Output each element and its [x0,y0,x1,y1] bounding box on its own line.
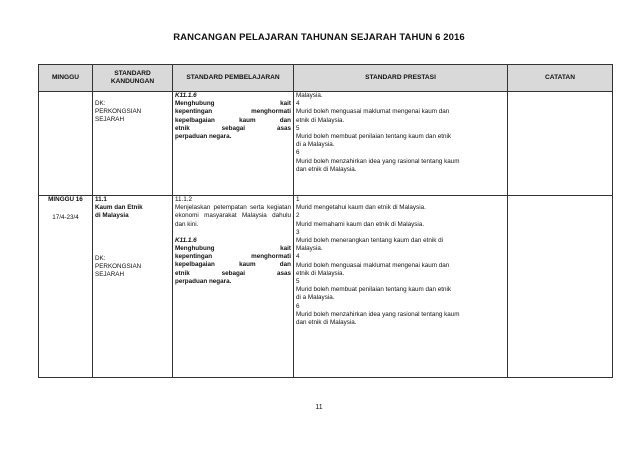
row2-minggu-cell [39,196,93,378]
header-standard-kandungan: STANDARD KANDUNGAN [93,65,173,92]
row2-prestasi-text: 1 Murid mengetahui kaum dan etnik di Malaysia. 2 Murid memahami kaum dan etnik di Malaysia. 3 Murid boleh menerangkan tentang kaum dan etnik di Malaysia. 4 Murid boleh menguasai maklumat mengenai kaum dan etnik di Malaysia. 5 Murid boleh membuat penilaian tentang kaum dan etnik di a Malaysia. 6 Murid boleh menzahirkan idea yang rasional tentang kaum dan etnik di Malaysia. [296,196,460,327]
row2-kandungan-code: 11.1 [95,196,107,203]
row2-pembelajaran-last: perpaduan negara. [175,277,232,285]
row1-prestasi-cell [294,92,508,196]
row2-pembelajaran-line-1: Menghubung kait [175,245,291,253]
row2-minggu-dates: 17/4-23/4 [52,214,79,222]
row2-prestasi-cell [294,196,508,378]
row1-pembelajaran-line-4: etnik sebagai asas [175,124,291,132]
row1-pembelajaran-line-1: Menghubung kait [175,100,291,108]
table-row [39,196,613,378]
row2-pembelajaran-cell [173,196,294,378]
row2-pembelajaran-text-2 [175,245,291,286]
header-standard-pembelajaran: STANDARD PEMBELAJARAN [173,65,294,92]
row2-pembelajaran-code-1: 11.1.2 [175,196,193,203]
row2-pembelajaran-code-2: K11.1.6 [175,236,197,244]
row2-minggu-week: MINGGU 16 [48,196,83,203]
row2-kandungan-dk: DK: PERKONGSIAN SEJARAH [95,254,142,279]
row1-pembelajaran-code: K11.1.6 [175,92,197,99]
row2-pembelajaran-text-1: Menjelaskan petempatan serta kegiatan ekonomi masyarakat Malaysia dahulu dan kini. [175,204,291,228]
row2-kandungan-title-line-2: di Malaysia [95,212,129,220]
row1-pembelajaran-cell [173,92,294,196]
lesson-plan-table [38,64,613,378]
row1-kandungan-dk: DK: PERKONGSIAN SEJARAH [95,100,142,124]
header-standard-prestasi: STANDARD PRESTASI [294,65,508,92]
row1-catatan-cell [508,92,613,196]
page-number: 11 [315,404,323,411]
table-row [39,92,613,196]
row1-pembelajaran-text [175,100,291,141]
row1-pembelajaran-last: perpaduan negara. [175,133,232,141]
row1-pembelajaran-line-3: kepelbagaian kaum dan [175,116,291,124]
row2-kandungan-cell [93,196,173,378]
row1-pembelajaran-line-2: kepentingan menghormati [175,108,291,116]
document-title: RANCANGAN PELAJARAN TAHUNAN SEJARAH TAHUN 6 2016 [173,32,465,43]
header-catatan: CATATAN [508,65,613,92]
header-minggu: MINGGU [39,65,93,92]
row1-prestasi-text: Malaysia. 4 Murid boleh menguasai maklumat mengenai kaum dan etnik di Malaysia. 5 Murid boleh membuat penilaian tentang kaum dan etnik di a Malaysia. 6 Murid boleh menzahirkan idea yang rasional tentang kaum dan etnik di Malaysia. [296,92,460,173]
row2-pembelajaran-line-4: etnik sebagai asas [175,269,291,277]
row2-pembelajaran-line-3: kepelbagaian kaum dan [175,261,291,269]
table-header-row [39,65,613,92]
row1-minggu-cell [39,92,93,196]
row1-kandungan-cell [93,92,173,196]
row2-pembelajaran-line-2: kepentingan menghormati [175,253,291,261]
row2-kandungan-title-line-1: Kaum dan Etnik [95,204,143,212]
row2-catatan-cell [508,196,613,378]
